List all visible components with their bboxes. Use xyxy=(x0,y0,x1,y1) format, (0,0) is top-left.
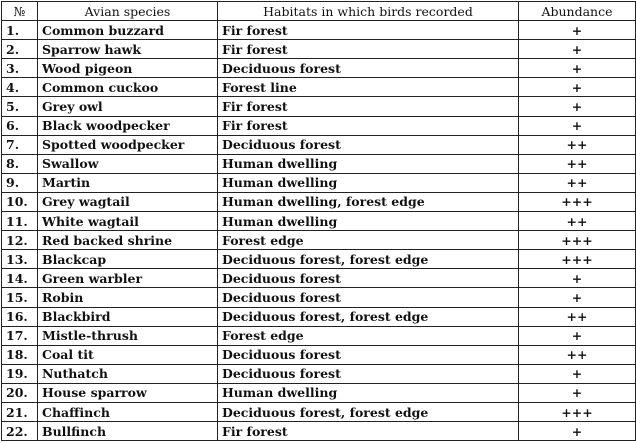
table-row xyxy=(2,250,636,269)
row-number: 21. xyxy=(2,402,38,421)
species-name: Bullfinch xyxy=(38,422,218,441)
species-name: Robin xyxy=(38,288,218,307)
species-name: Sparrow hawk xyxy=(38,40,218,59)
species-name: White wagtail xyxy=(38,212,218,231)
row-number: 2. xyxy=(2,40,38,59)
habitat: Deciduous forest xyxy=(218,288,519,307)
header-species: Avian species xyxy=(38,2,218,21)
table-row xyxy=(2,288,636,307)
habitat: Forest edge xyxy=(218,231,519,250)
abundance: + xyxy=(519,116,636,135)
abundance: ++ xyxy=(519,307,636,326)
species-name: Grey owl xyxy=(38,97,218,116)
species-name: Green warbler xyxy=(38,269,218,288)
habitat: Human dwelling xyxy=(218,212,519,231)
row-number: 4. xyxy=(2,78,38,97)
species-name: Wood pigeon xyxy=(38,59,218,78)
row-number: 1. xyxy=(2,21,38,40)
table-row xyxy=(2,212,636,231)
header-number: № xyxy=(2,2,38,21)
species-name: Black woodpecker xyxy=(38,116,218,135)
row-number: 12. xyxy=(2,231,38,250)
row-number: 10. xyxy=(2,192,38,211)
species-name: Martin xyxy=(38,173,218,192)
abundance: + xyxy=(519,383,636,402)
abundance: + xyxy=(519,422,636,441)
row-number: 18. xyxy=(2,345,38,364)
row-number: 14. xyxy=(2,269,38,288)
abundance: + xyxy=(519,288,636,307)
species-name: Mistle-thrush xyxy=(38,326,218,345)
species-name: Red backed shrine xyxy=(38,231,218,250)
abundance: + xyxy=(519,269,636,288)
species-name: Swallow xyxy=(38,154,218,173)
table-row xyxy=(2,269,636,288)
habitat: Human dwelling xyxy=(218,154,519,173)
habitat: Fir forest xyxy=(218,40,519,59)
row-number: 13. xyxy=(2,250,38,269)
abundance: + xyxy=(519,59,636,78)
habitat: Deciduous forest xyxy=(218,135,519,154)
table-row xyxy=(2,345,636,364)
table-row xyxy=(2,154,636,173)
row-number: 8. xyxy=(2,154,38,173)
abundance: + xyxy=(519,40,636,59)
abundance: +++ xyxy=(519,250,636,269)
table-row xyxy=(2,59,636,78)
table-row xyxy=(2,116,636,135)
species-name: Grey wagtail xyxy=(38,192,218,211)
header-habitats: Habitats in which birds recorded xyxy=(218,2,519,21)
habitat: Deciduous forest, forest edge xyxy=(218,307,519,326)
species-name: Chaffinch xyxy=(38,402,218,421)
habitat: Deciduous forest xyxy=(218,364,519,383)
species-name: Blackcap xyxy=(38,250,218,269)
table-row xyxy=(2,78,636,97)
row-number: 16. xyxy=(2,307,38,326)
table-row xyxy=(2,383,636,402)
species-name: Blackbird xyxy=(38,307,218,326)
species-name: Coal tit xyxy=(38,345,218,364)
table-row xyxy=(2,40,636,59)
habitat: Human dwelling, forest edge xyxy=(218,192,519,211)
table-row xyxy=(2,231,636,250)
abundance: + xyxy=(519,97,636,116)
habitat: Deciduous forest xyxy=(218,345,519,364)
habitat: Fir forest xyxy=(218,21,519,40)
row-number: 6. xyxy=(2,116,38,135)
abundance: + xyxy=(519,21,636,40)
abundance: ++ xyxy=(519,135,636,154)
table-row xyxy=(2,307,636,326)
habitat: Deciduous forest xyxy=(218,269,519,288)
habitat: Fir forest xyxy=(218,422,519,441)
header-abundance: Abundance xyxy=(519,2,636,21)
table-row xyxy=(2,135,636,154)
table-row xyxy=(2,364,636,383)
species-name: Common cuckoo xyxy=(38,78,218,97)
abundance: ++ xyxy=(519,345,636,364)
table-header-row xyxy=(2,2,636,21)
row-number: 17. xyxy=(2,326,38,345)
habitat: Human dwelling xyxy=(218,173,519,192)
habitat: Deciduous forest, forest edge xyxy=(218,402,519,421)
table-row xyxy=(2,402,636,421)
row-number: 19. xyxy=(2,364,38,383)
abundance: +++ xyxy=(519,192,636,211)
table-row xyxy=(2,192,636,211)
habitat: Deciduous forest, forest edge xyxy=(218,250,519,269)
table-row xyxy=(2,326,636,345)
habitat: Forest line xyxy=(218,78,519,97)
abundance: ++ xyxy=(519,212,636,231)
row-number: 5. xyxy=(2,97,38,116)
row-number: 3. xyxy=(2,59,38,78)
row-number: 7. xyxy=(2,135,38,154)
row-number: 11. xyxy=(2,212,38,231)
abundance: +++ xyxy=(519,402,636,421)
habitat: Deciduous forest xyxy=(218,59,519,78)
row-number: 22. xyxy=(2,422,38,441)
avian-species-table xyxy=(1,1,636,441)
abundance: + xyxy=(519,78,636,97)
abundance: ++ xyxy=(519,154,636,173)
habitat: Human dwelling xyxy=(218,383,519,402)
abundance: + xyxy=(519,326,636,345)
table-body xyxy=(2,21,636,441)
table-row xyxy=(2,422,636,441)
habitat: Fir forest xyxy=(218,97,519,116)
abundance: + xyxy=(519,364,636,383)
species-name: Common buzzard xyxy=(38,21,218,40)
abundance: ++ xyxy=(519,173,636,192)
row-number: 15. xyxy=(2,288,38,307)
table-row xyxy=(2,173,636,192)
species-name: Spotted woodpecker xyxy=(38,135,218,154)
row-number: 9. xyxy=(2,173,38,192)
table-row xyxy=(2,97,636,116)
species-name: Nuthatch xyxy=(38,364,218,383)
abundance: +++ xyxy=(519,231,636,250)
habitat: Forest edge xyxy=(218,326,519,345)
species-name: House sparrow xyxy=(38,383,218,402)
row-number: 20. xyxy=(2,383,38,402)
habitat: Fir forest xyxy=(218,116,519,135)
table-row xyxy=(2,21,636,40)
